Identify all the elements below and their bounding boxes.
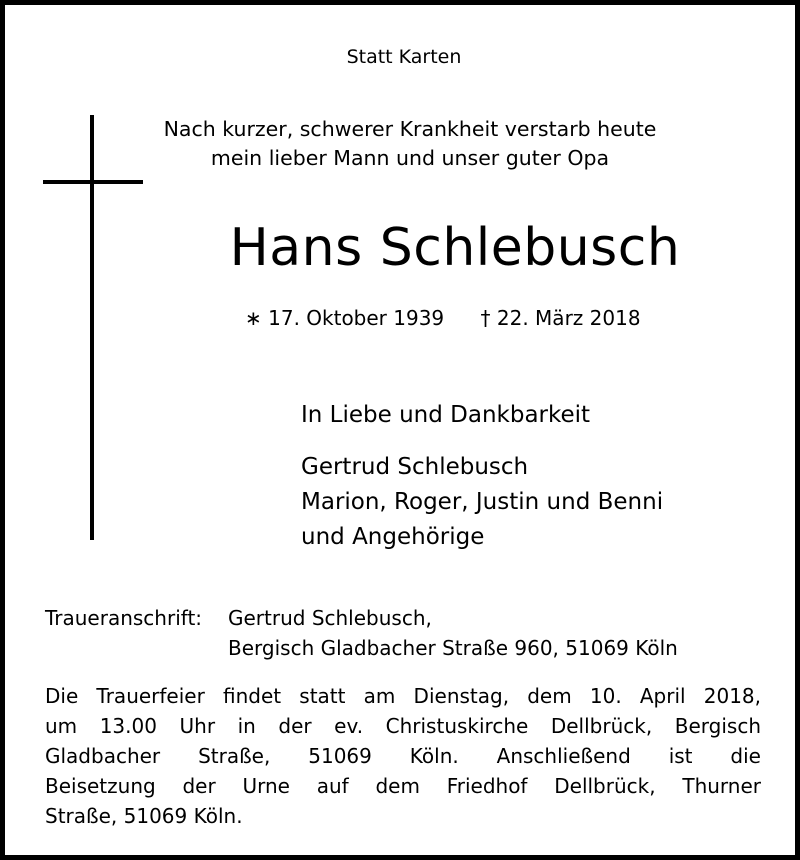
address-label: Traueranschrift: xyxy=(45,606,203,630)
signer-line: und Angehörige xyxy=(301,524,485,550)
death-date: † 22. März 2018 xyxy=(480,306,641,330)
address-line: Gertrud Schlebusch, xyxy=(228,606,432,630)
signers-list xyxy=(301,450,663,555)
intro-line: Nach kurzer, schwerer Krankheit verstarb heute xyxy=(163,117,657,141)
signer-line: Gertrud Schlebusch xyxy=(301,454,529,480)
address-line: Bergisch Gladbacher Straße 960, 51069 Köln xyxy=(228,636,678,660)
cross-horizontal-bar xyxy=(43,180,143,184)
deceased-name: Hans Schlebusch xyxy=(229,218,681,278)
ceremony-line: Die Trauerfeier findet statt am Dienstag, dem 10. April 2018, xyxy=(45,684,761,708)
ceremony-line: um 13.00 Uhr in der ev. Christuskirche Dellbrück, Bergisch xyxy=(45,714,761,738)
ceremony-line: Beisetzung der Urne auf dem Friedhof Dellbrück, Thurner xyxy=(45,774,761,798)
life-dates xyxy=(245,303,641,333)
ceremony-line: Gladbacher Straße, 51069 Köln. Anschließend ist die xyxy=(45,744,761,768)
intro-text xyxy=(145,115,675,173)
signer-line: Marion, Roger, Justin und Benni xyxy=(301,489,664,515)
birth-date: ∗ 17. Oktober 1939 xyxy=(245,306,445,330)
header-note: Statt Karten xyxy=(346,46,462,68)
intro-line: mein lieber Mann und unser guter Opa xyxy=(210,146,610,170)
ceremony-line: Straße, 51069 Köln. xyxy=(45,804,243,828)
ceremony-paragraph xyxy=(45,681,761,831)
cross-vertical-bar xyxy=(90,115,94,540)
closing-phrase: In Liebe und Dankbarkeit xyxy=(301,402,591,428)
address-block xyxy=(228,603,678,663)
